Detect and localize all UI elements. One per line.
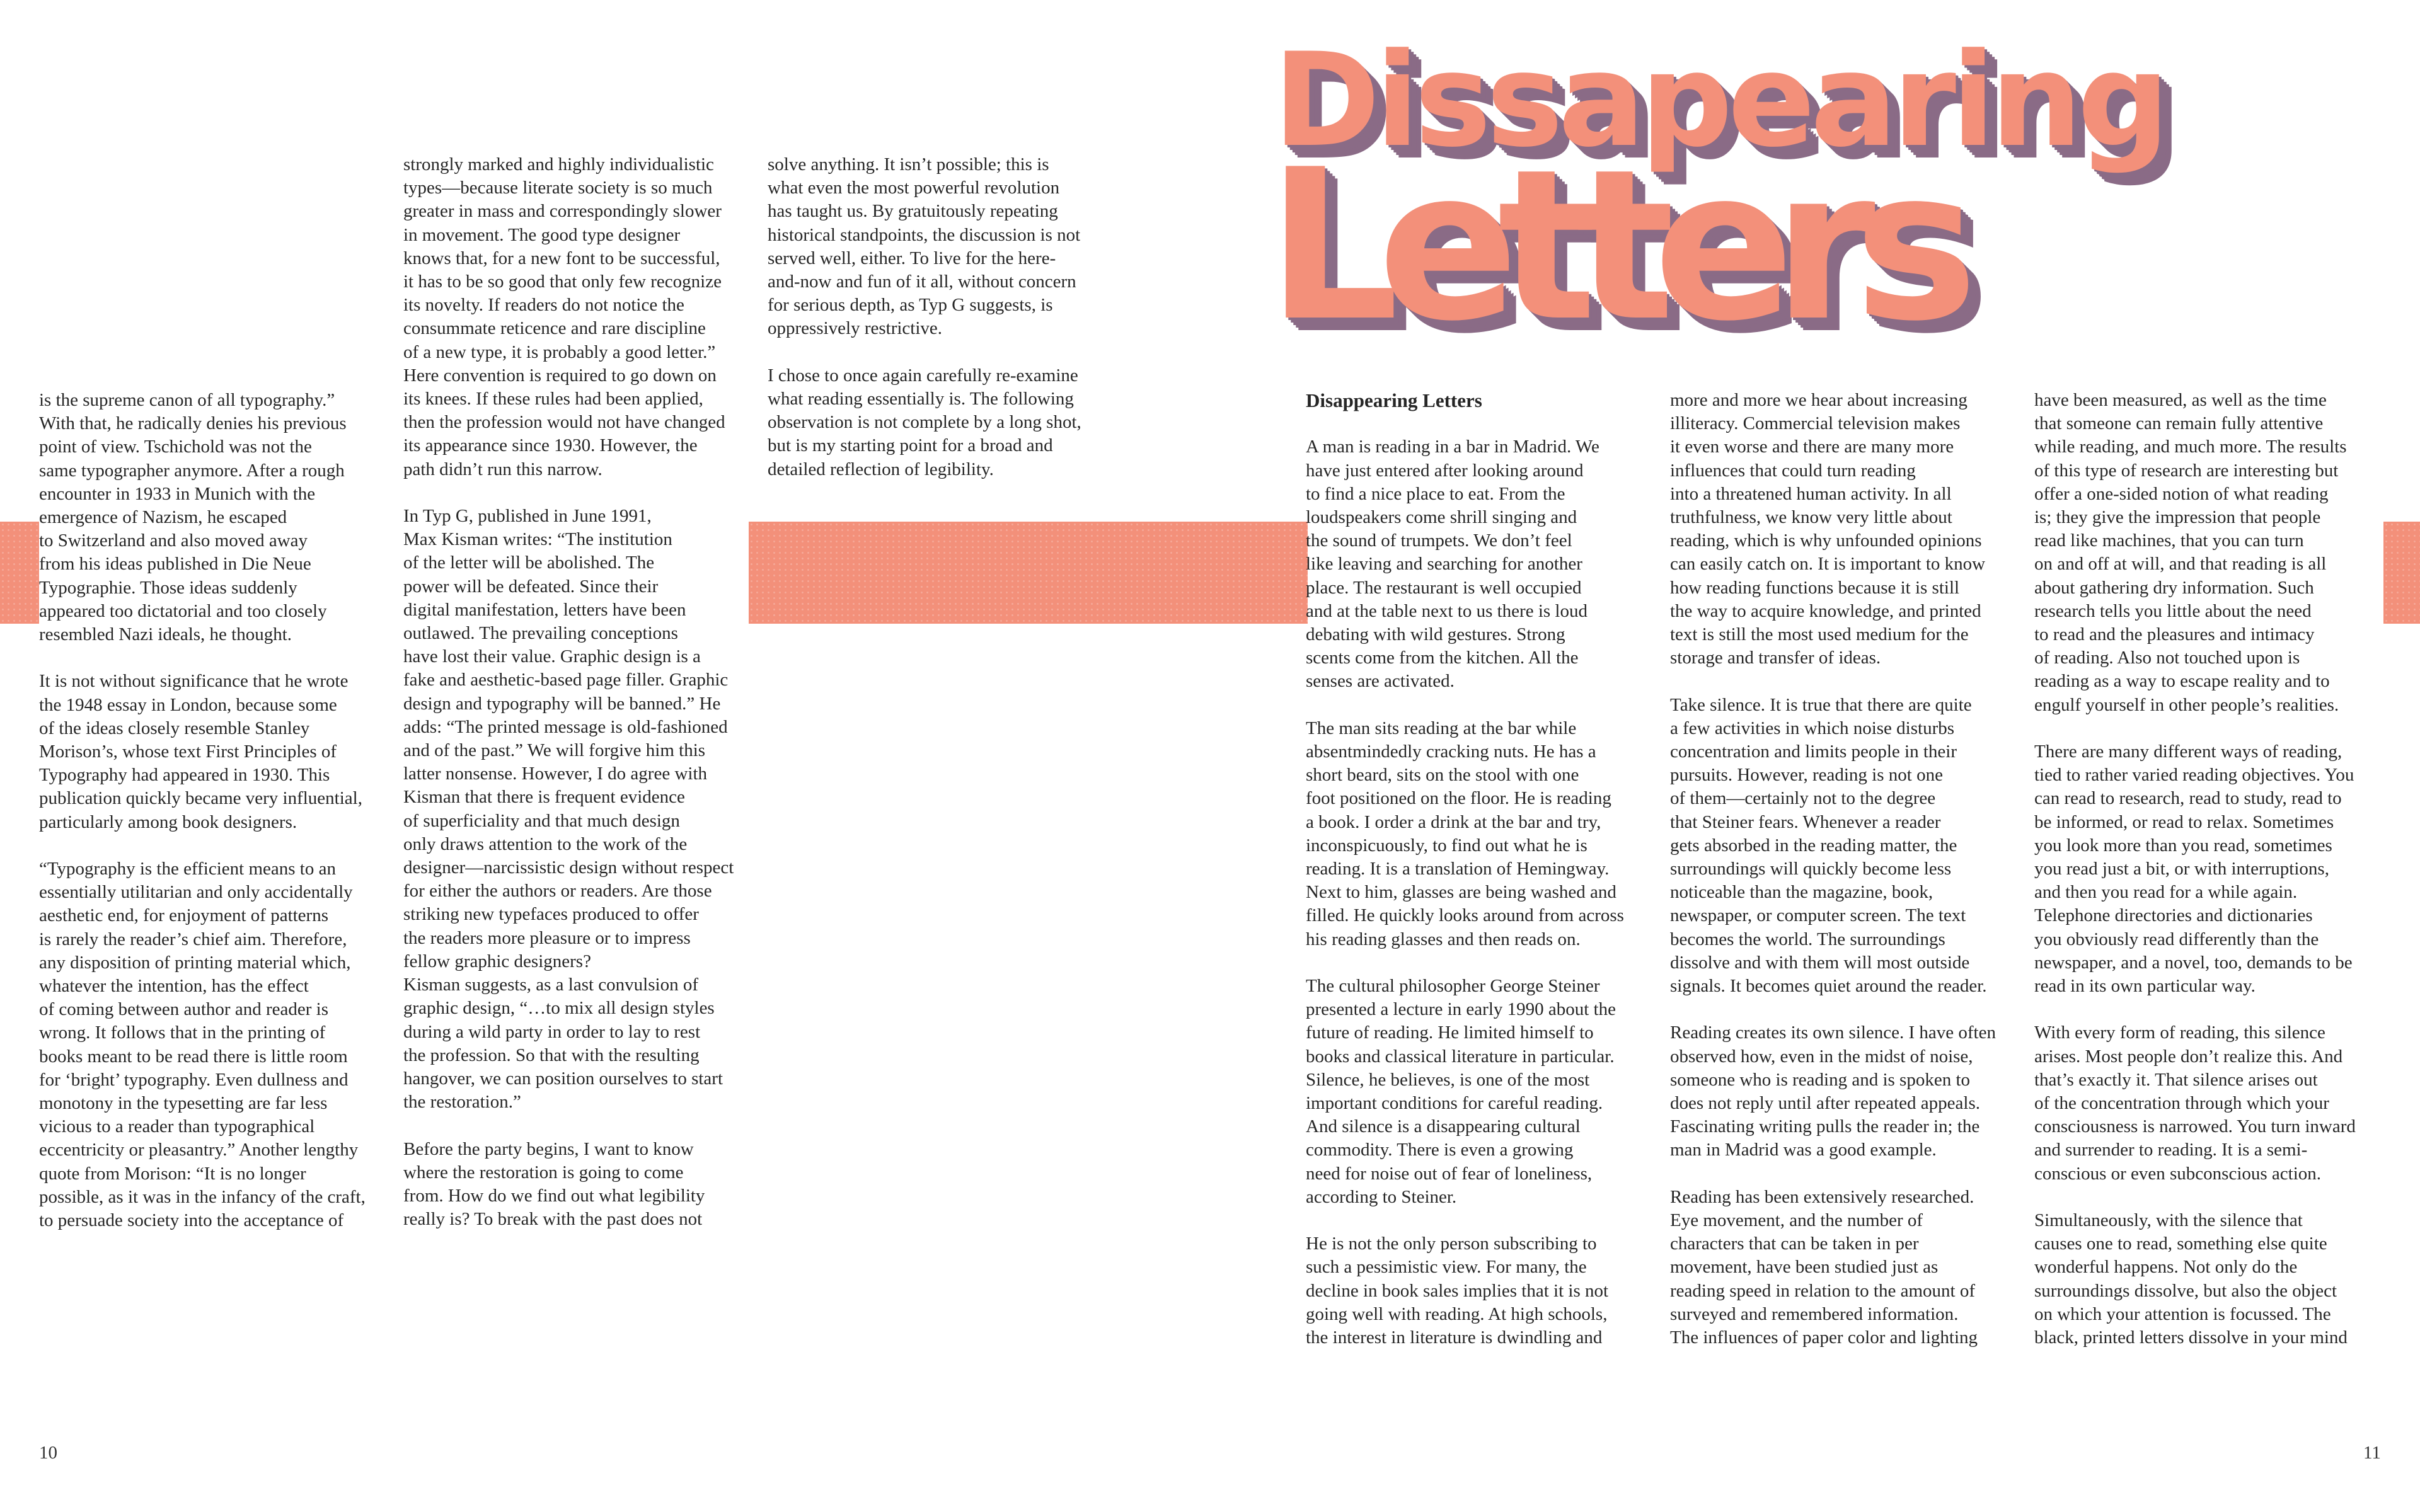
text-line: is rarely the reader’s chief aim. Therefore, xyxy=(39,929,347,949)
paragraph-break xyxy=(39,834,392,857)
text-line: of the ideas closely resemble Stanley xyxy=(39,718,310,738)
text-line: short beard, sits on the stool with one xyxy=(1306,765,1579,786)
text-line: outlawed. The prevailing conceptions xyxy=(403,623,678,644)
text-line: have just entered after looking around xyxy=(1306,460,1584,481)
text-line: truthfulness, we know very little about xyxy=(1670,507,1952,528)
title-line-2: Letters xyxy=(1267,125,1957,367)
paragraph-break xyxy=(1306,694,1665,717)
text-line: causes one to read, something else quite xyxy=(2034,1234,2327,1254)
text-line: wonderful happens. Not only do the xyxy=(2034,1257,2298,1278)
text-line: solve anything. It isn’t possible; this is xyxy=(768,154,1049,175)
paragraph-break xyxy=(2034,1186,2394,1209)
text-line: really is? To break with the past does not xyxy=(403,1209,703,1230)
text-line: how reading functions because it is still xyxy=(1670,577,1960,598)
text-line: The influences of paper color and lighting xyxy=(1670,1327,1978,1348)
text-line: essentially utilitarian and only accidentally xyxy=(39,882,353,903)
text-line: need for noise out of fear of loneliness, xyxy=(1306,1163,1593,1184)
text-line: engulf yourself in other people’s realities. xyxy=(2034,694,2339,715)
paragraph-break xyxy=(1306,412,1665,435)
text-line: With every form of reading, this silence xyxy=(2034,1022,2325,1043)
text-line: that’s exactly it. That silence arises out xyxy=(2034,1069,2318,1090)
text-line: He is not the only person subscribing to xyxy=(1306,1234,1597,1254)
text-line: resembled Nazi ideals, he thought. xyxy=(39,624,292,645)
text-line: and of the past.” We will forgive him this xyxy=(403,740,706,761)
text-line: observation is not complete by a long shot, xyxy=(768,412,1081,433)
text-line: surroundings dissolve, but also the object xyxy=(2034,1280,2337,1301)
text-line: strongly marked and highly individualistic xyxy=(403,154,714,175)
text-line: Morison’s, whose text First Principles of xyxy=(39,742,337,762)
text-line: and surrender to reading. It is a semi- xyxy=(2034,1140,2308,1160)
text-line: foot positioned on the floor. He is reading xyxy=(1306,788,1611,809)
text-line: but is my starting point for a broad and xyxy=(768,435,1053,456)
text-line: from his ideas published in Die Neue xyxy=(39,554,311,575)
text-line: can easily catch on. It is important to know xyxy=(1670,554,1986,575)
text-line: you read just a bit, or with interruptions, xyxy=(2034,859,2329,879)
text-line: movement, have been studied just as xyxy=(1670,1257,1939,1278)
paragraph-break xyxy=(1306,1209,1665,1232)
text-line: adds: “The printed message is old-fashioned xyxy=(403,716,728,737)
text-line: like leaving and searching for another xyxy=(1306,554,1582,575)
text-line: Reading has been extensively researched. xyxy=(1670,1186,1974,1207)
text-line: Telephone directories and dictionaries xyxy=(2034,905,2313,926)
page-number-right: 11 xyxy=(2363,1443,2381,1463)
text-line: it even worse and there are many more xyxy=(1670,437,1954,457)
paragraph-break xyxy=(1670,1162,2029,1186)
text-line: Before the party begins, I want to know xyxy=(403,1138,694,1159)
text-line: concentration and limits people in their xyxy=(1670,742,1957,762)
text-line: it has to be so good that only few recognize xyxy=(403,272,722,292)
text-line: absentmindedly cracking nuts. He has a xyxy=(1306,742,1596,762)
left-page-column-1 xyxy=(39,389,392,1232)
text-line: you look more than you read, sometimes xyxy=(2034,835,2332,856)
text-line: does not reply until after repeated appeals. xyxy=(1670,1093,1980,1114)
article-heading: Disappearing Letters xyxy=(1306,389,1482,411)
text-line: man in Madrid was a good example. xyxy=(1670,1140,1937,1160)
left-page-column-2 xyxy=(403,153,756,1231)
text-line: of superficiality and that much design xyxy=(403,810,680,831)
left-page-column-3 xyxy=(768,153,1121,481)
text-line: have lost their value. Graphic design is a xyxy=(403,646,701,667)
text-line: his reading glasses and then reads on. xyxy=(1306,929,1581,949)
text-line: about gathering dry information. Such xyxy=(2034,577,2314,598)
text-line: illiteracy. Commercial television makes xyxy=(1670,413,1961,434)
paragraph-break xyxy=(2034,998,2394,1021)
text-line: “Typography is the efficient means to an xyxy=(39,859,336,879)
text-line: its novelty. If readers do not notice the xyxy=(403,295,684,316)
text-line: design and typography will be banned.” He xyxy=(403,693,721,714)
text-line: be informed, or read to relax. Sometimes xyxy=(2034,811,2334,832)
text-line: to read and the pleasures and intimacy xyxy=(2034,624,2315,645)
text-line: books meant to be read there is little room xyxy=(39,1046,348,1067)
text-line: during a wild party in order to lay to rest xyxy=(403,1021,701,1042)
text-line: historical standpoints, the discussion is not xyxy=(768,224,1081,245)
text-line: future of reading. He limited himself to xyxy=(1306,1022,1594,1043)
text-line: surroundings will quickly become less xyxy=(1670,859,1952,879)
text-line: same typographer anymore. After a rough xyxy=(39,460,345,481)
text-line: according to Steiner. xyxy=(1306,1186,1457,1207)
text-line: only draws attention to the work of the xyxy=(403,833,688,854)
text-line: appeared too dictatorial and too closely xyxy=(39,600,327,621)
text-line: the interest in literature is dwindling and xyxy=(1306,1327,1603,1348)
text-line: into a threatened human activity. In all xyxy=(1670,483,1952,504)
text-line: Take silence. It is true that there are quite xyxy=(1670,694,1972,715)
text-line: that someone can remain fully attentive xyxy=(2034,413,2324,434)
text-line: quote from Morison: “It is no longer xyxy=(39,1163,306,1184)
text-line: black, printed letters dissolve in your mind xyxy=(2034,1327,2348,1348)
paragraph-break xyxy=(1670,670,2029,693)
text-line: Next to him, glasses are being washed and xyxy=(1306,882,1616,903)
text-line: conscious or even subconscious action. xyxy=(2034,1163,2322,1184)
text-line: to persuade society into the acceptance of xyxy=(39,1210,344,1231)
text-line: have been measured, as well as the time xyxy=(2034,390,2327,410)
text-line: monotony in the typesetting are far less xyxy=(39,1093,328,1114)
text-line: signals. It becomes quiet around the reader. xyxy=(1670,976,1987,997)
text-line: striking new typefaces produced to offer xyxy=(403,904,699,925)
accent-band-left-edge xyxy=(0,522,39,624)
text-line: read like machines, that you can turn xyxy=(2034,530,2304,551)
text-line: of a new type, it is probably a good letter.” xyxy=(403,341,716,362)
text-line: filled. He quickly looks around from across xyxy=(1306,905,1624,926)
text-line: for ‘bright’ typography. Even dullness and xyxy=(39,1069,349,1090)
text-line: and-now and fun of it all, without concern xyxy=(768,272,1076,292)
text-line: power will be defeated. Since their xyxy=(403,576,659,597)
text-line: what even the most powerful revolution xyxy=(768,178,1060,198)
text-line: hangover, we can position ourselves to start xyxy=(403,1068,723,1089)
text-line: of coming between author and reader is xyxy=(39,999,328,1020)
text-line: characters that can be taken in per xyxy=(1670,1234,1919,1254)
text-line: noticeable than the magazine, book, xyxy=(1670,882,1933,903)
text-line: surveyed and remembered information. xyxy=(1670,1303,1959,1324)
text-line: newspaper, or computer screen. The text xyxy=(1670,905,1966,926)
text-line: going well with reading. At high schools, xyxy=(1306,1303,1608,1324)
text-line: on which your attention is focussed. The xyxy=(2034,1303,2331,1324)
accent-band-center xyxy=(749,522,1308,624)
text-line: presented a lecture in early 1990 about the xyxy=(1306,999,1616,1020)
text-line: fellow graphic designers? xyxy=(403,951,591,971)
text-line: detailed reflection of legibility. xyxy=(768,459,994,479)
text-line: pursuits. However, reading is not one xyxy=(1670,765,1943,786)
text-line: Kisman suggests, as a last convulsion of xyxy=(403,975,698,995)
text-line: read in its own particular way. xyxy=(2034,976,2256,997)
text-line: whatever the intention, has the effect xyxy=(39,976,309,997)
text-line: observed how, even in the midst of noise, xyxy=(1670,1046,1973,1067)
text-line: of reading. Also not touched upon is xyxy=(2034,648,2300,668)
text-line: you obviously read differently than the xyxy=(2034,929,2319,949)
text-line: its knees. If these rules had been applied, xyxy=(403,389,703,410)
text-line: types—because literate society is so much xyxy=(403,178,713,198)
text-line: text is still the most used medium for the xyxy=(1670,624,1969,645)
text-line: such a pessimistic view. For many, the xyxy=(1306,1257,1587,1278)
text-line: of the letter will be abolished. The xyxy=(403,553,655,573)
text-line: emergence of Nazism, he escaped xyxy=(39,507,287,528)
text-line: Eye movement, and the number of xyxy=(1670,1210,1923,1231)
text-line: from. How do we find out what legibility xyxy=(403,1185,705,1206)
text-line: any disposition of printing material which, xyxy=(39,952,351,973)
text-line: And silence is a disappearing cultural xyxy=(1306,1116,1581,1137)
text-line: knows that, for a new font to be successful, xyxy=(403,248,720,268)
text-line: latter nonsense. However, I do agree with xyxy=(403,764,707,784)
text-line: inconspicuously, to find out what he is xyxy=(1306,835,1587,856)
text-line: graphic design, “…to mix all design styles xyxy=(403,998,715,1019)
text-line: to find a nice place to eat. From the xyxy=(1306,483,1565,504)
text-line: is the supreme canon of all typography.” xyxy=(39,390,335,410)
text-line: in movement. The good type designer xyxy=(403,224,681,245)
text-line: a book. I order a drink at the bar and try, xyxy=(1306,811,1601,832)
text-line: and at the table next to us there is loud xyxy=(1306,600,1587,621)
text-line: Max Kisman writes: “The institution xyxy=(403,529,672,550)
text-line: reading speed in relation to the amount of xyxy=(1670,1280,1975,1301)
text-line: the way to acquire knowledge, and printed xyxy=(1670,600,1981,621)
text-line: vicious to a reader than typographical xyxy=(39,1116,315,1137)
text-line: place. The restaurant is well occupied xyxy=(1306,577,1582,598)
text-line: more and more we hear about increasing xyxy=(1670,390,1968,410)
right-page-column-2 xyxy=(1670,389,2029,1349)
paragraph-break xyxy=(2034,717,2394,740)
text-line: Reading creates its own silence. I have often xyxy=(1670,1022,1996,1043)
text-line: Fascinating writing pulls the reader in; the xyxy=(1670,1116,1980,1137)
text-line: the restoration.” xyxy=(403,1092,521,1113)
text-line: gets absorbed in the reading matter, the xyxy=(1670,835,1957,856)
text-line: path didn’t run this narrow. xyxy=(403,459,602,479)
text-line: A man is reading in a bar in Madrid. We xyxy=(1306,437,1599,457)
text-line: what reading essentially is. The following xyxy=(768,389,1074,410)
text-line: research tells you little about the need xyxy=(2034,600,2312,621)
text-line: digital manifestation, letters have been xyxy=(403,599,686,620)
text-line: then the profession would not have changed xyxy=(403,412,725,433)
text-line: encounter in 1933 in Munich with the xyxy=(39,483,316,504)
text-line: and then you read for a while again. xyxy=(2034,882,2298,903)
text-line: its appearance since 1930. However, the xyxy=(403,435,698,456)
text-line: a few activities in which noise disturbs xyxy=(1670,718,1955,738)
text-line: that Steiner fears. Whenever a reader xyxy=(1670,811,1941,832)
text-line: important conditions for careful reading. xyxy=(1306,1093,1603,1114)
text-line: the profession. So that with the resulting xyxy=(403,1045,700,1065)
text-line: Typography had appeared in 1930. This xyxy=(39,765,330,786)
text-line: tied to rather varied reading objectives. You xyxy=(2034,765,2354,786)
text-line: commodity. There is even a growing xyxy=(1306,1140,1574,1160)
text-line: for serious depth, as Typ G suggests, is xyxy=(768,295,1053,316)
text-line: senses are activated. xyxy=(1306,671,1455,692)
text-line: designer—narcissistic design without respect xyxy=(403,857,734,878)
text-line: arises. Most people don’t realize this. And xyxy=(2034,1046,2343,1067)
text-line: where the restoration is going to come xyxy=(403,1162,684,1183)
text-line: the readers more pleasure or to impress xyxy=(403,927,691,948)
text-line: particularly among book designers. xyxy=(39,811,297,832)
text-line: point of view. Tschichold was not the xyxy=(39,437,312,457)
text-line: is; they give the impression that people xyxy=(2034,507,2321,528)
text-line: In Typ G, published in June 1991, xyxy=(403,506,652,527)
text-line: There are many different ways of reading, xyxy=(2034,742,2342,762)
text-line: decline in book sales implies that it is not xyxy=(1306,1280,1609,1301)
text-line: newspaper, and a novel, too, demands to be xyxy=(2034,952,2353,973)
text-line: reading as a way to escape reality and to xyxy=(2034,671,2330,692)
text-line: debating with wild gestures. Strong xyxy=(1306,624,1565,645)
paragraph-break xyxy=(39,646,392,670)
right-page-column-1 xyxy=(1306,389,1665,1349)
text-line: Here convention is required to go down on xyxy=(403,365,717,386)
text-line: wrong. It follows that in the printing of xyxy=(39,1022,326,1043)
text-line: for either the authors or readers. Are those xyxy=(403,881,712,902)
text-line: has taught us. By gratuitously repeating xyxy=(768,201,1058,222)
text-line: With that, he radically denies his previous xyxy=(39,413,347,434)
text-line: served well, either. To live for the here- xyxy=(768,248,1056,268)
text-line: becomes the world. The surroundings xyxy=(1670,929,1945,949)
text-line: to Switzerland and also moved away xyxy=(39,530,308,551)
text-line: Simultaneously, with the silence that xyxy=(2034,1210,2303,1231)
text-line: reading. It is a translation of Hemingway. xyxy=(1306,859,1610,879)
text-line: Kisman that there is frequent evidence xyxy=(403,787,685,808)
text-line: aesthetic end, for enjoyment of patterns xyxy=(39,905,329,926)
text-line: of them—certainly not to the degree xyxy=(1670,788,1936,809)
text-line: scents come from the kitchen. All the xyxy=(1306,648,1579,668)
paragraph-break xyxy=(768,341,1121,364)
text-line: The cultural philosopher George Steiner xyxy=(1306,976,1600,997)
text-line: offer a one-sided notion of what reading xyxy=(2034,483,2329,504)
text-line: can read to research, read to study, read to xyxy=(2034,788,2342,809)
text-line: I chose to once again carefully re-examine xyxy=(768,365,1078,386)
text-line: influences that could turn reading xyxy=(1670,460,1916,481)
paragraph-break xyxy=(1306,951,1665,975)
text-line: dissolve and with them will most outside xyxy=(1670,952,1970,973)
text-line: Silence, he believes, is one of the most xyxy=(1306,1069,1590,1090)
text-line: greater in mass and correspondingly slower xyxy=(403,201,722,222)
text-line: of the concentration through which your xyxy=(2034,1093,2329,1114)
text-line: consummate reticence and rare discipline xyxy=(403,318,706,339)
paragraph-break xyxy=(403,481,756,505)
text-line: while reading, and much more. The results xyxy=(2034,437,2347,457)
text-line: possible, as it was in the infancy of the craft, xyxy=(39,1186,366,1207)
text-line: consciousness is narrowed. You turn inward xyxy=(2034,1116,2356,1137)
text-line: It is not without significance that he wrote xyxy=(39,671,349,692)
title-line-1: Dissapearing xyxy=(1273,26,2165,176)
text-line: loudspeakers come shrill singing and xyxy=(1306,507,1577,527)
text-line: the sound of trumpets. We don’t feel xyxy=(1306,530,1572,551)
text-line: eccentricity or pleasantry.” Another lengthy xyxy=(39,1140,359,1160)
text-line: books and classical literature in particular. xyxy=(1306,1046,1615,1067)
text-line: The man sits reading at the bar while xyxy=(1306,718,1577,738)
paragraph-break xyxy=(403,1114,756,1137)
text-line: Typographie. Those ideas suddenly xyxy=(39,577,297,598)
paragraph-break xyxy=(1670,998,2029,1021)
text-line: someone who is reading and is spoken to xyxy=(1670,1069,1971,1090)
text-line: the 1948 essay in London, because some xyxy=(39,694,337,715)
text-line: reading, which is why unfounded opinions xyxy=(1670,530,1982,551)
text-line: oppressively restrictive. xyxy=(768,318,943,339)
text-line: storage and transfer of ideas. xyxy=(1670,648,1881,668)
page-number-left: 10 xyxy=(39,1443,57,1463)
text-line: on and off at will, and that reading is all xyxy=(2034,554,2327,575)
right-page-column-3 xyxy=(2034,389,2394,1349)
text-line: of this type of research are interesting but xyxy=(2034,460,2339,481)
text-line: fake and aesthetic-based page filler. Graphic xyxy=(403,670,729,690)
text-line: publication quickly became very influential, xyxy=(39,788,362,809)
